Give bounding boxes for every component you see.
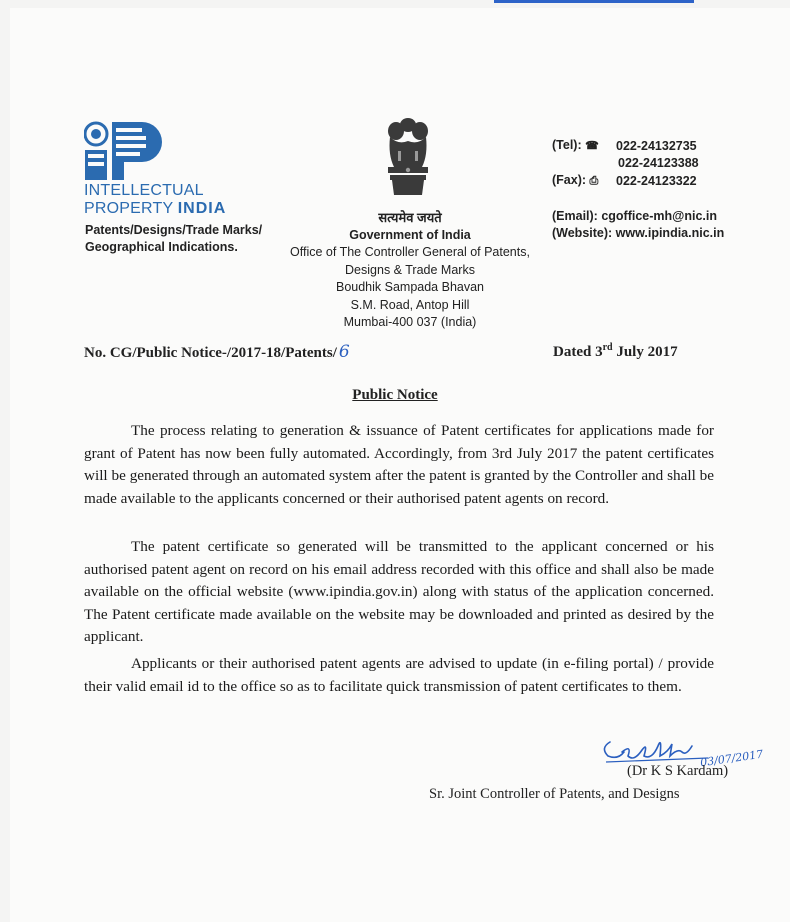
office-line2: Designs & Trade Marks [345, 262, 475, 277]
paragraph-1: The process relating to generation & issuance of Patent certificates for applications made for grant of Patent has now been fully automated. Accordingly, from 3rd July 2017 the patent certificates will be generated through an automated system after the patent is granted by the Controller and shall be made available to the applicants concerned or their authorised patent agents on record. [84, 422, 714, 507]
tel-label: (Tel): ☎ [552, 137, 610, 155]
ip-categories: Patents/Designs/Trade Marks/ Geographical Indications. [85, 223, 263, 254]
address-line2: S.M. Road, Antop Hill [350, 297, 470, 312]
handwritten-number: 6 [338, 342, 350, 362]
signatory-designation: Sr. Joint Controller of Patents, and Designs [429, 786, 680, 802]
org-name-line1: INTELLECTUAL [84, 182, 204, 199]
hindi-motto: सत्यमेव जयते [378, 210, 442, 225]
signatory-name: (Dr K S Kardam) [627, 763, 729, 779]
national-emblem-icon [380, 115, 436, 197]
telephone-icon: ☎ [585, 140, 599, 152]
top-accent-bar [494, 0, 694, 3]
website-link[interactable]: www.ipindia.nic.in [615, 226, 725, 240]
org-name-line2: PROPERTY INDIA [84, 200, 227, 217]
handwritten-date: 03/07/2017 [699, 747, 765, 770]
fax-icon: ⎙ [589, 175, 599, 187]
office-line1: Office of The Controller General of Patents, [290, 245, 530, 259]
address-line1: Boudhik Sampada Bhavan [335, 280, 485, 294]
tel-number-1: 022-24132735 [616, 138, 697, 153]
email-link[interactable]: cgoffice-mh@nic.in [601, 209, 717, 223]
page-title: Public Notice [352, 387, 438, 403]
address-line3: Mumbai-400 037 (India) [343, 315, 477, 329]
fax-label: (Fax): ⎙ [552, 172, 610, 190]
paragraph-2: The patent certificate so generated will be transmitted to the applicant concerned or his authorised patent agent on record on his email address recorded with this office and shall also be made available on the official website (www.ipindia.gov.in) along with status of the application concerned. The Patent certificate made available on the website may be downloaded and printed as desired by the applicant. [84, 538, 714, 645]
notice-date: Dated 3rd July 2017 [553, 342, 678, 360]
contact-email-web: (Email): cgoffice-mh@nic.in (Website): www.ipindia.nic.in [552, 209, 725, 240]
government-name: Government of India [349, 227, 471, 242]
paragraph-3: Applicants or their authorised patent agents are advised to update (in e-filing portal) / provide their valid email id to the office so as to facilitate quick transmission of patent certificates to them. [84, 655, 714, 695]
tel-number-2: 022-24123388 [618, 156, 699, 170]
ip-india-logo-icon [84, 120, 164, 190]
reference-number: No. CG/Public Notice-/2017-18/Patents/ 6 [84, 342, 350, 362]
contact-phone-fax [552, 137, 699, 190]
office-address-block [270, 209, 550, 332]
fax-number: 022-24123322 [616, 173, 697, 188]
